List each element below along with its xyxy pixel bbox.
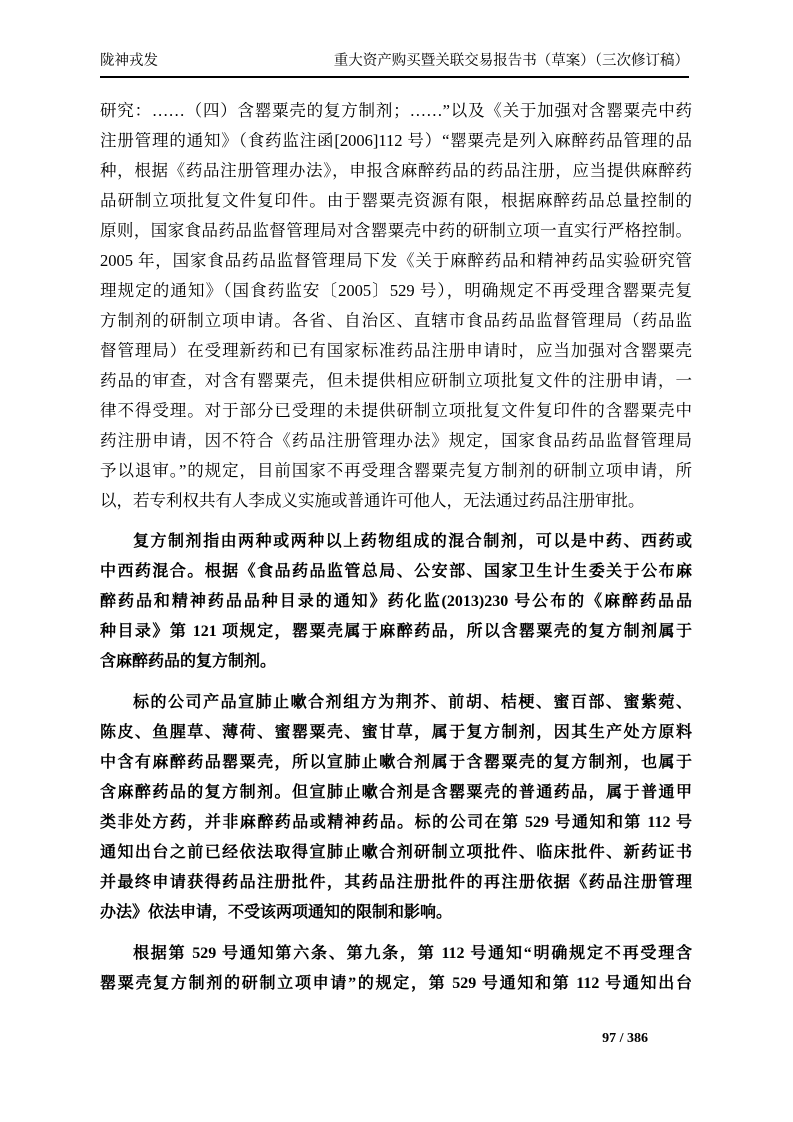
text-line: 中西药混合。根据《食品药品监管总局、公安部、国家卫生计生委关于公布麻 <box>100 563 692 580</box>
text-line: 复方制剂指由两种或两种以上药物组成的混合制剂，可以是中药、西药或 <box>133 533 692 550</box>
text-line: 中含有麻醉药品罂粟壳，所以宣肺止嗽合剂属于含罂粟壳的复方制剂，也属于 <box>100 754 692 771</box>
text-line: 醉药品和精神药品品种目录的通知》药化监(2013)230 号公布的《麻醉药品品 <box>100 593 692 610</box>
text-line: 予以退审。”的规定，目前国家不再受理含罂粟壳复方制剂的研制立项申请，所 <box>100 461 692 480</box>
page-footer <box>100 1030 648 1048</box>
text-line: 方制剂的研制立项申请。各省、自治区、直辖市食品药品监督管理局（药品监 <box>100 311 692 330</box>
text-line: 药注册申请，因不符合《药品注册管理办法》规定，国家食品药品监督管理局 <box>100 431 692 450</box>
paragraph <box>100 96 692 516</box>
text-line: 含麻醉药品的复方制剂。 <box>100 653 277 670</box>
text-line: 通知出台之前已经依法取得宣肺止嗽合剂研制立项批件、临床批件、新药证书 <box>100 844 692 861</box>
text-line: 律不得受理。对于部分已受理的未提供研制立项批复文件复印件的含罂粟壳中 <box>100 401 692 420</box>
text-line: 罂粟壳复方制剂的研制立项申请”的规定，第 529 号通知和第 112 号通知出台 <box>100 975 692 992</box>
text-line: 办法》依法申请，不受该两项通知的限制和影响。 <box>100 904 453 921</box>
text-line: 以，若专利权共有人李成义实施或普通许可他人，无法通过药品注册审批。 <box>100 491 645 510</box>
text-line: 注册管理的通知》（食药监注函[2006]112 号）“罂粟壳是列入麻醉药品管理的品 <box>100 131 692 150</box>
text-line: 并最终申请获得药品注册批件，其药品注册批件的再注册依据《药品注册管理 <box>100 874 692 891</box>
text-line: 陈皮、鱼腥草、薄荷、蜜罂粟壳、蜜甘草，属于复方制剂，因其生产处方原料 <box>100 724 692 741</box>
text-line: 种，根据《药品注册管理办法》，申报含麻醉药品的药品注册，应当提供麻醉药 <box>100 161 692 180</box>
paragraph <box>100 527 692 677</box>
text-line: 根据第 529 号通知第六条、第九条，第 112 号通知“明确规定不再受理含 <box>133 945 692 962</box>
text-line: 2005 年，国家食品药品监督管理局下发《关于麻醉药品和精神药品实验研究管 <box>100 251 692 270</box>
text-line: 督管理局）在受理新药和已有国家标准药品注册申请时，应当加强对含罂粟壳 <box>100 341 692 360</box>
paragraph <box>100 688 692 928</box>
text-line: 研究：……（四）含罂粟壳的复方制剂；……”以及《关于加强对含罂粟壳中药 <box>100 101 692 120</box>
header-company-name: 陇神戎发 <box>100 53 158 69</box>
text-line: 理规定的通知》（国食药监安〔2005〕529 号），明确规定不再受理含罂粟壳复 <box>100 281 692 300</box>
text-line: 含麻醉药品的复方制剂。但宣肺止嗽合剂是含罂粟壳的普通药品，属于普通甲 <box>100 784 692 801</box>
text-line: 药品的审查，对含有罂粟壳，但未提供相应研制立项批复文件的注册申请，一 <box>100 371 692 390</box>
text-line: 类非处方药，并非麻醉药品或精神药品。标的公司在第 529 号通知和第 112 号 <box>100 814 692 831</box>
page-number: 97 / 386 <box>602 1031 648 1046</box>
text-line: 品研制立项批复文件复印件。由于罂粟壳资源有限，根据麻醉药品总量控制的 <box>100 191 692 210</box>
text-line: 原则，国家食品药品监督管理局对含罂粟壳中药的研制立项一直实行严格控制。 <box>100 221 692 240</box>
header-report-title: 重大资产购买暨关联交易报告书（草案）（三次修订稿） <box>333 53 689 69</box>
document-body <box>100 96 692 999</box>
paragraph <box>100 939 692 999</box>
text-line: 种目录》第 121 项规定，罂粟壳属于麻醉药品，所以含罂粟壳的复方制剂属于 <box>100 623 692 640</box>
text-line: 标的公司产品宣肺止嗽合剂组方为荆芥、前胡、桔梗、蜜百部、蜜紫菀、 <box>133 694 692 711</box>
page-header <box>100 52 689 78</box>
